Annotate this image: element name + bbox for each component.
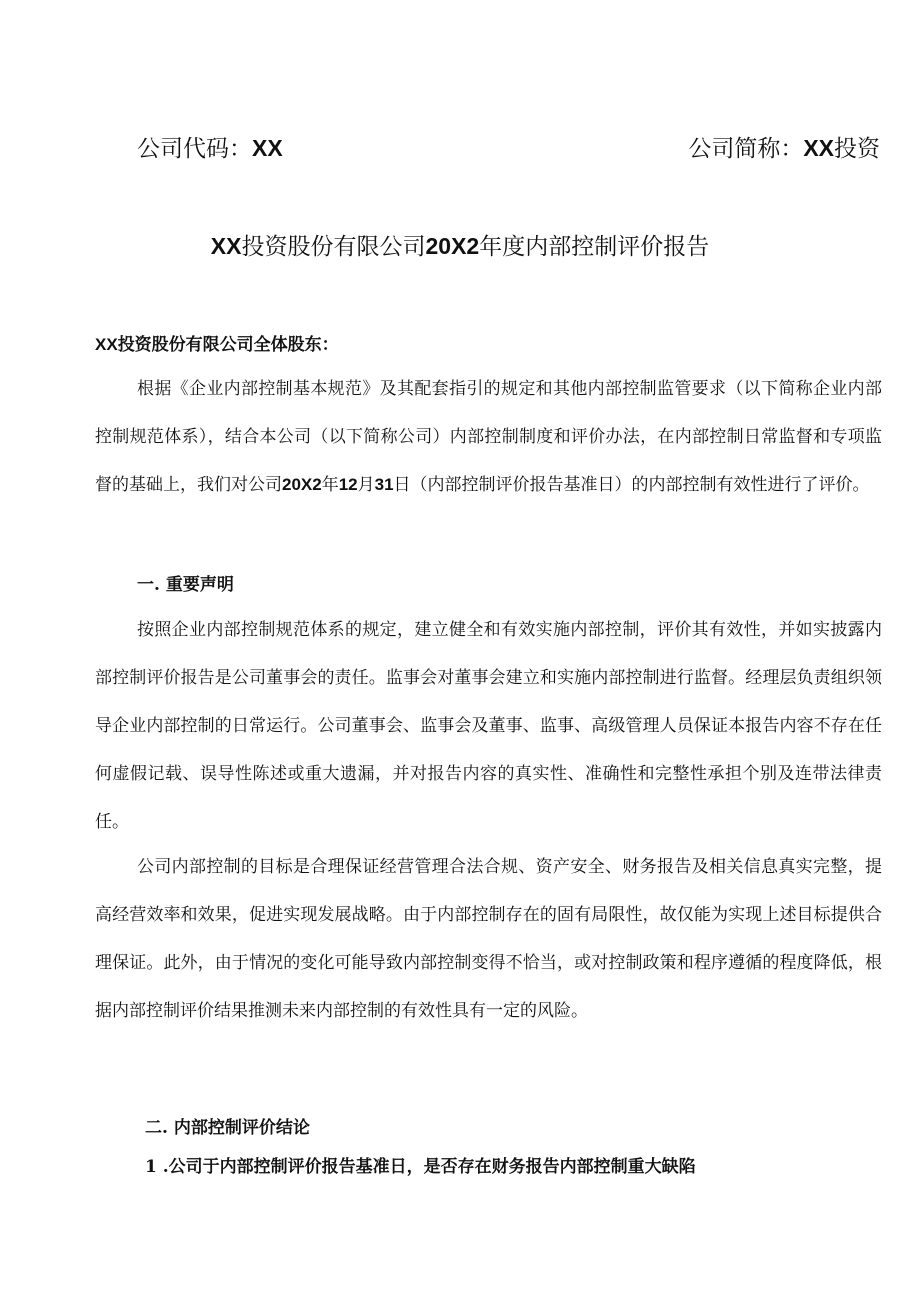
- title-rest: 年度内部控制评价报告: [479, 234, 710, 260]
- company-short-name-label: 公司简称：: [688, 136, 804, 162]
- intro-year: 20X2: [282, 475, 322, 494]
- company-code: [137, 130, 283, 163]
- section-heading-important-statement: 一. 重要声明: [137, 575, 234, 595]
- company-short-name-suffix: 投资: [834, 136, 880, 162]
- conclusion-item-1: 1 .公司于内部控制评价报告基准日，是否存在财务报告内部控制重大缺陷: [145, 1157, 696, 1177]
- salutation: [95, 330, 339, 355]
- title-prefix: XX: [210, 233, 242, 259]
- intro-paragraph: [95, 365, 882, 509]
- section-heading-conclusion: 二. 内部控制评价结论: [145, 1118, 310, 1138]
- title-year: 20X2: [425, 233, 480, 259]
- statement-paragraph-1: 按照企业内部控制规范体系的规定，建立健全和有效实施内部控制，评价其有效性，并如实披露内部控制评价报告是公司董事会的责任。监事会对董事会建立和实施内部控制进行监督。经理层负责组织领导企业内部控制的日常运行。公司董事会、监事会及董事、监事、高级管理人员保证本报告内容不存在任何虚假记载、误导性陈述或重大遗漏，并对报告内容的真实性、准确性和完整性承担个别及连带法律责任。: [95, 620, 882, 832]
- statement-paragraph-2: 公司内部控制的目标是合理保证经营管理合法合规、资产安全、财务报告及相关信息真实完整，提高经营效率和效果，促进实现发展战略。由于内部控制存在的固有局限性，故仅能为实现上述目标提供合理保证。此外，由于情况的变化可能导致内部控制变得不恰当，或对控制政策和程序遵循的程度降低，根据内部控制评价结果推测未来内部控制的有效性具有一定的风险。: [95, 857, 882, 1021]
- intro-month-unit: 月: [357, 475, 375, 495]
- intro-day: 31: [374, 475, 394, 494]
- company-code-value: XX: [252, 135, 283, 161]
- report-title: [0, 228, 920, 261]
- intro-part1: 根据《企业内部控制基本规范》及其配套指引的规定和其他内部控制监管要求（以下简称企业内部控制规范体系），结合本公司（以下简称公司）内部控制制度和评价办法，在内部控制日常监督和专项监督的基础上，我们对公司: [95, 379, 882, 495]
- intro-month: 12: [338, 475, 358, 494]
- company-short-name-value: XX: [803, 135, 834, 161]
- salutation-text: 投资股份有限公司全体股东：: [117, 335, 339, 355]
- salutation-prefix: XX: [95, 335, 118, 354]
- intro-year-unit: 年: [321, 475, 339, 495]
- title-company: 投资股份有限公司: [241, 234, 426, 260]
- company-code-label: 公司代码：: [137, 136, 252, 162]
- company-short-name: [688, 130, 880, 163]
- intro-part2: 日（内部控制评价报告基准日）的内部控制有效性进行了评价。: [393, 475, 870, 495]
